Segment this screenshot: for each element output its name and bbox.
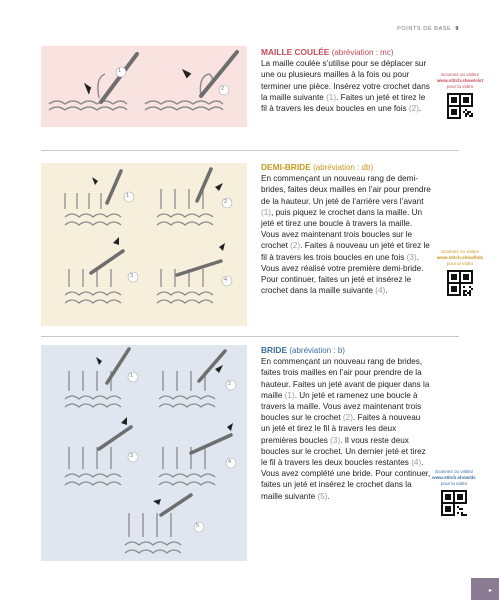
half-double-diagram (41, 163, 247, 326)
section-body (261, 357, 430, 500)
section-abbreviation: (abréviation : db) (313, 163, 374, 172)
qr-code-icon[interactable] (447, 270, 473, 296)
slip-stitch-text (261, 47, 431, 114)
body-text: . Faites un jeté et tirez le fil à travers les deux boucles en une fois (261, 92, 426, 114)
body-text: . Faites à nouveau un jeté et tirez le fil à travers les trois boucles en une fois (261, 241, 430, 262)
step-reference: (4) (411, 458, 422, 468)
double-crochet-text (261, 345, 431, 502)
running-header (397, 26, 459, 32)
step-reference: (1) (284, 390, 295, 400)
body-text: . (418, 104, 422, 114)
divider (41, 336, 459, 337)
section-title: DEMI-BRIDE (261, 162, 311, 172)
slip-stitch-diagram (41, 46, 247, 127)
step-reference: (1) (326, 92, 337, 102)
step-reference: (1) (261, 207, 272, 217)
qr-caption: Scannez ou visitez (440, 72, 480, 77)
body-text: . (327, 491, 330, 501)
body-text: La maille coulée s’utilise pour se déplacer sur une ou plusieurs mailles à la fois ou pour terminer une pièce. Insérez votre crochet dans la maille suivante (261, 59, 430, 102)
step-label: 2 (228, 381, 232, 387)
qr-code-icon[interactable] (447, 93, 473, 119)
qr-url[interactable]: www.stitch.show/slst (436, 78, 484, 83)
video-qr-block (424, 469, 484, 516)
step-label: 3 (130, 273, 134, 279)
step-reference: (2) (408, 104, 419, 114)
step-reference: (2) (290, 241, 301, 251)
section-body (261, 59, 430, 113)
body-text: . Faites à nouveau un jeté et tirez le fil à travers les deux premières boucles (261, 413, 421, 445)
section-abbreviation: (abréviation : mc) (331, 48, 394, 57)
header-section: POINTS DE BASE (397, 26, 452, 32)
video-qr-block (430, 249, 490, 296)
step-reference: (5) (317, 491, 328, 501)
step-label: 1 (130, 373, 134, 379)
step-label: 4 (228, 459, 232, 465)
step-label: 5 (196, 523, 200, 529)
body-text: En commençant un nouveau rang de demi-brides, faites deux mailles en l’air pour prendre de la hauteur. Un jeté de l’arrière vers l’avant (261, 174, 431, 206)
step-label: 2 (224, 199, 228, 205)
double-crochet-diagram (41, 345, 247, 561)
half-double-text (261, 162, 431, 296)
qr-caption: pour la vidéo (446, 84, 474, 89)
qr-code-icon[interactable] (441, 490, 467, 516)
step-reference: (2) (342, 413, 353, 423)
qr-url[interactable]: www.stitch.show/hdc (436, 255, 484, 260)
step-reference: (4) (375, 286, 386, 296)
body-text: , puis piquez le crochet dans la maille. Un jeté et tirez une boucle à travers la maille. Vous avez maintenant trois boucles sur le crochet (261, 207, 423, 251)
qr-url[interactable]: www.stitch.show/dc (432, 475, 476, 480)
divider (41, 150, 459, 151)
step-label: 2 (221, 86, 225, 92)
qr-caption: Scannez ou visitez (440, 249, 480, 254)
illustration-panel-half-double (41, 163, 247, 326)
section-title: BRIDE (261, 345, 288, 355)
body-text: . Un jeté et ramenez une boucle à travers la maille. Vous avez maintenant trois boucles sur le crochet (261, 390, 422, 423)
body-text: . Vous avez complété une bride. Pour continuer, faites un jeté et insérez le crochet dans la maille suivante (261, 458, 431, 501)
body-text: En commençant un nouveau rang de brides, faites trois mailles en l’air pour prendre de la hauteur. Faites un jeté avant de piquer dans la maille (261, 357, 430, 400)
qr-caption: pour la vidéo (446, 261, 474, 266)
step-label: 1 (126, 193, 130, 199)
qr-caption: Scannez ou visitez (434, 469, 474, 474)
step-label: 3 (130, 453, 134, 459)
page-corner-tab (471, 578, 499, 600)
page-number: 9 (455, 26, 459, 32)
corner-arrow-icon: ▸ (488, 588, 492, 594)
step-reference: (3) (330, 435, 341, 445)
step-label: 4 (224, 277, 228, 283)
illustration-panel-double (41, 345, 247, 561)
illustration-panel-slip-stitch (41, 46, 247, 127)
video-qr-block (430, 72, 490, 119)
body-text: . (385, 286, 388, 296)
step-reference: (3) (406, 252, 417, 262)
step-label: 1 (118, 68, 122, 74)
body-text: . Vous avez réalisé votre première demi-bride. Pour continuer, faites un jeté et insérez le crochet dans la maille suivante (261, 252, 424, 296)
section-body (261, 174, 431, 295)
body-text: . Il vous reste deux boucles sur le crochet. Un dernier jeté et tirez le fil à travers les deux boucles restantes (261, 435, 426, 468)
section-title: MAILLE COULÉE (261, 47, 330, 57)
qr-caption: pour la vidéo (440, 481, 468, 486)
section-abbreviation: (abréviation : b) (289, 346, 345, 355)
